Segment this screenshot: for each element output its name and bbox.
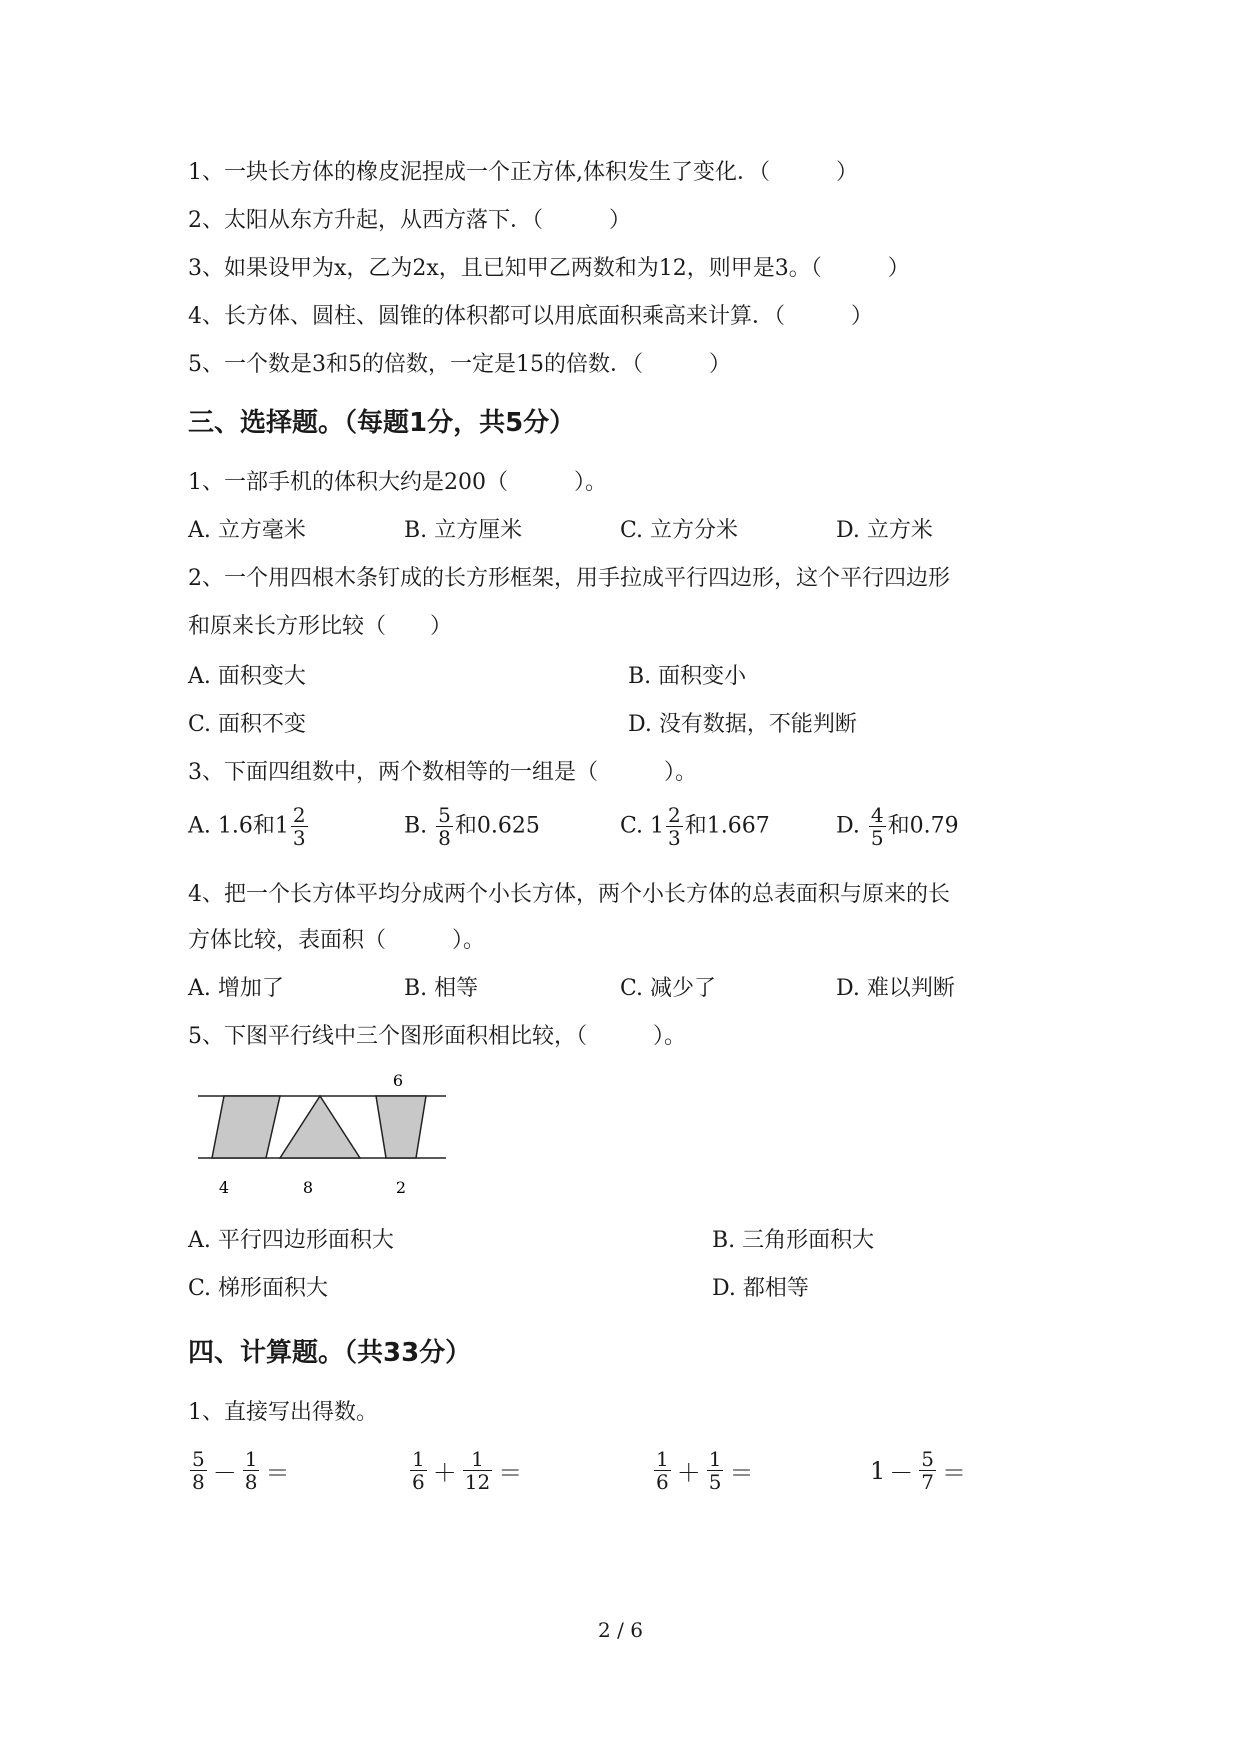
q4-line-2: 方体比较，表面积（ ）。 [188,928,486,953]
q3-d-suffix: 和0.79 [887,813,959,839]
q2-line-2: 和原来长方形比较（ ） [188,614,453,639]
figure-label-triangle: 8 [302,1178,314,1197]
calc-1-b-num: 1 [244,1447,258,1471]
calc-item-3 [652,1448,757,1493]
q5-text: 5、下图平行线中三个图形面积相比较，（ ）。 [188,1024,686,1049]
calc-3-b-num: 1 [708,1447,722,1471]
q3-c-suffix: 和1.667 [684,813,770,839]
calc-item-4 [870,1448,970,1493]
q3-c-fraction [666,804,683,849]
calc-2-a-num: 1 [412,1447,425,1471]
q4-option-d: D. 难以判断 [836,976,955,1001]
q3-a-num: 2 [292,803,306,827]
calc-3-a-num: 1 [656,1447,669,1471]
calc-4-frac-b [919,1448,936,1493]
calc-4-b-den: 7 [921,1470,935,1494]
q3-b-prefix: B. [404,813,435,839]
parallel-lines-figure [190,1068,450,1208]
calc-3-a-den: 6 [656,1470,669,1494]
calc-2-frac-a [410,1448,427,1493]
q3-d-num: 4 [870,803,884,827]
q5-option-d: D. 都相等 [712,1276,809,1301]
q3-c-prefix: C. 1 [620,813,665,839]
calc-item-1 [188,1448,293,1493]
judgment-item-3: 3、如果设甲为x，乙为2x，且已知甲乙两数和为12，则甲是3。（ ） [188,256,910,281]
parallelogram-shape [212,1096,280,1158]
calc-2-a-den: 6 [412,1470,425,1494]
calc-3-equals: ＝ [729,1459,754,1487]
q3-b-num: 5 [438,803,451,827]
figure-label-top: 6 [392,1071,404,1090]
calc-2-equals: ＝ [498,1459,523,1487]
q3-c-den: 3 [668,826,681,850]
judgment-item-1: 1、一块长方体的橡皮泥捏成一个正方体,体积发生了变化．（ ） [188,160,858,185]
judgment-item-2: 2、太阳从东方升起，从西方落下．（ ） [188,208,631,233]
calc-1-a-den: 8 [192,1470,205,1494]
calc-4-b-num: 5 [921,1447,935,1471]
calc-4-operator: － [889,1459,914,1487]
q3-b-fraction [436,804,453,849]
q3-option-a [188,804,310,849]
q5-option-a: A. 平行四边形面积大 [188,1228,394,1253]
q3-d-fraction [869,804,886,849]
calc-1-a-num: 5 [192,1447,205,1471]
calc-3-operator: ＋ [676,1459,701,1487]
judgment-item-5: 5、一个数是3和5的倍数，一定是15的倍数．（ ） [188,352,731,377]
q3-a-prefix: A. 1.6和1 [188,813,289,839]
calc-3-frac-b [707,1448,724,1493]
section-3-heading: 三、选择题。（每题1分，共5分） [188,408,576,438]
q1-option-b: B. 立方厘米 [404,518,523,543]
q3-text: 3、下面四组数中，两个数相等的一组是（ ）。 [188,760,697,785]
q4-option-c: C. 减少了 [620,976,717,1001]
figure-label-parallelogram: 4 [218,1178,230,1197]
q3-b-suffix: 和0.625 [454,813,540,839]
q2-option-d: D. 没有数据，不能判断 [628,712,857,737]
calc-2-operator: ＋ [432,1459,457,1487]
q4-line-1: 4、把一个长方体平均分成两个小长方体，两个小长方体的总表面积与原来的长 [188,882,950,907]
q1-text: 1、一部手机的体积大约是200（ ）。 [188,470,607,495]
q3-c-num: 2 [668,803,681,827]
calc-4-equals: ＝ [942,1459,967,1487]
calc-4-lead: 1 [870,1456,886,1485]
q1-option-a: A. 立方毫米 [188,518,306,543]
q4-option-b: B. 相等 [404,976,479,1001]
q3-b-den: 8 [438,826,451,850]
q5-option-b: B. 三角形面积大 [712,1228,875,1253]
page-number: 2 / 6 [598,1618,643,1642]
q4-option-a: A. 增加了 [188,976,284,1001]
calc-1-frac-b [243,1448,260,1493]
calc-2-b-num: 1 [463,1448,492,1471]
calc-2-frac-b [463,1448,492,1493]
q3-option-d [836,804,959,849]
q3-option-c [620,804,770,849]
calc-1-operator: － [212,1459,237,1487]
figure-label-trapezoid: 2 [395,1178,407,1197]
calc-1-equals: ＝ [265,1459,290,1487]
triangle-shape [280,1096,360,1158]
calc-item-2 [408,1448,526,1493]
trapezoid-shape [376,1096,426,1158]
calc-intro: 1、直接写出得数。 [188,1400,378,1425]
calc-1-frac-a [190,1448,207,1493]
calc-3-frac-a [654,1448,671,1493]
q3-d-den: 5 [870,826,884,850]
calc-1-b-den: 8 [244,1470,258,1494]
q2-option-c: C. 面积不变 [188,712,307,737]
q3-a-fraction [291,804,308,849]
section-4-heading: 四、计算题。（共33分） [188,1338,472,1368]
judgment-item-4: 4、长方体、圆柱、圆锥的体积都可以用底面积乘高来计算．（ ） [188,304,873,329]
q1-option-c: C. 立方分米 [620,518,739,543]
q1-option-d: D. 立方米 [836,518,933,543]
q3-option-b [404,804,540,849]
q2-line-1: 2、一个用四根木条钉成的长方形框架，用手拉成平行四边形，这个平行四边形 [188,566,950,591]
q3-a-den: 3 [292,826,306,850]
q3-d-prefix: D. [836,813,867,839]
calc-2-b-den: 12 [464,1470,491,1494]
q5-option-c: C. 梯形面积大 [188,1276,329,1301]
calc-3-b-den: 5 [708,1470,722,1494]
q2-option-b: B. 面积变小 [628,664,747,689]
q2-option-a: A. 面积变大 [188,664,306,689]
